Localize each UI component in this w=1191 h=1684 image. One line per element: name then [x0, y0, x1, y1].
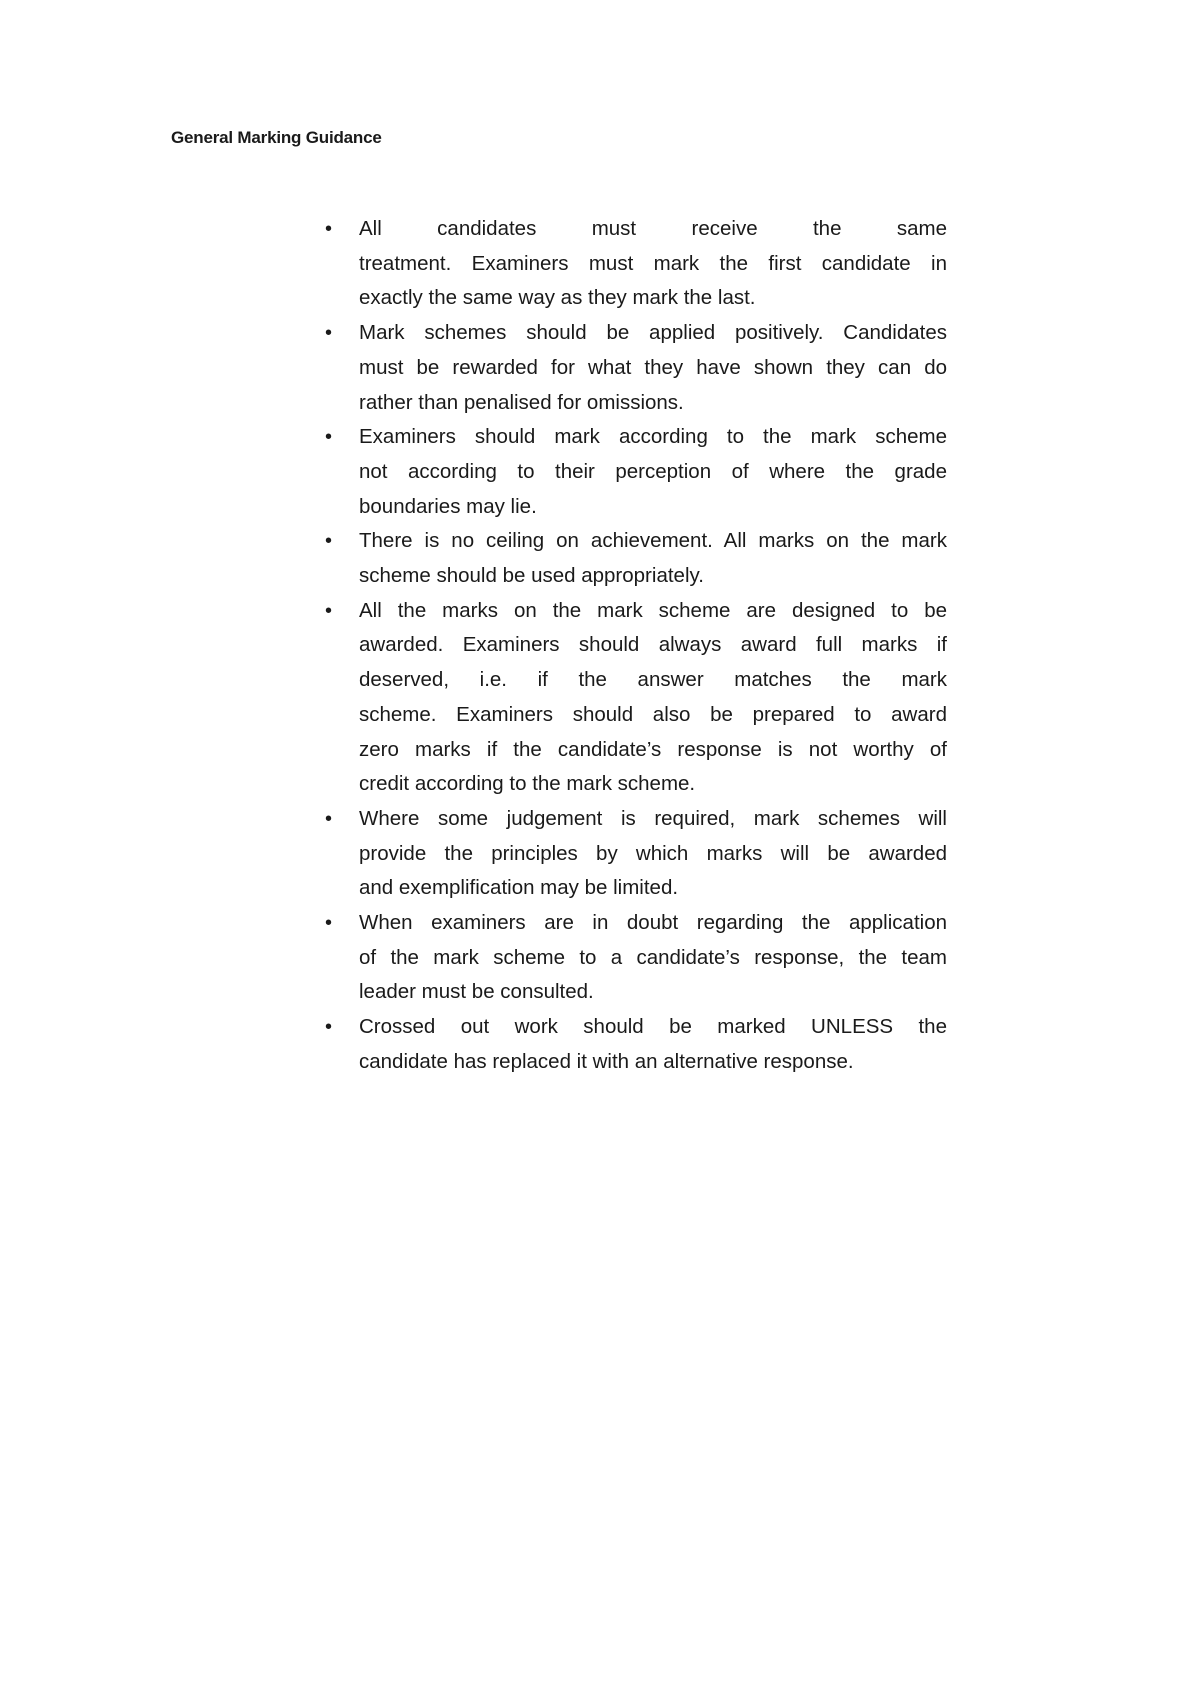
list-item-line: scheme. Examiners should also be prepared to award	[359, 702, 947, 726]
list-item-line: treatment. Examiners must mark the first candidate in	[359, 251, 947, 275]
list-item-line: and exemplification may be limited.	[359, 876, 679, 900]
page-heading: General Marking Guidance	[171, 128, 382, 147]
list-item-line: provide the principles by which marks will be awarded	[359, 841, 947, 865]
list-item-line: When examiners are in doubt regarding the application	[359, 911, 947, 935]
list-item-line: scheme should be used appropriately.	[359, 564, 704, 588]
list-item-line: Where some judgement is required, mark schemes will	[359, 806, 947, 830]
list-item-line: of the mark scheme to a candidate’s response, the team	[359, 945, 947, 969]
list-item-line: not according to their perception of where the grade	[359, 459, 947, 483]
bullet-icon: •	[325, 218, 333, 240]
list-item	[325, 594, 947, 802]
list-item-line: Mark schemes should be applied positively. Candidates	[359, 321, 947, 345]
bullet-icon: •	[325, 530, 333, 553]
bullet-icon: •	[325, 912, 333, 935]
list-item-line: credit according to the mark scheme.	[359, 772, 696, 796]
list-item	[325, 802, 947, 906]
guidance-list	[325, 212, 947, 1080]
list-item	[325, 906, 947, 1010]
list-item	[325, 420, 947, 524]
bullet-icon: •	[325, 807, 333, 830]
list-item-line: exactly the same way as they mark the last.	[359, 286, 756, 310]
list-item-line: There is no ceiling on achievement. All marks on the mark	[359, 529, 947, 553]
list-item-line: deserved, i.e. if the answer matches the mark	[359, 668, 947, 692]
list-item	[325, 524, 947, 593]
list-item-line: Crossed out work should be marked UNLESS the	[359, 1015, 947, 1039]
list-item-line: awarded. Examiners should always award full marks if	[359, 633, 947, 657]
list-item-line: leader must be consulted.	[359, 980, 594, 1004]
list-item-line: must be rewarded for what they have shown they can do	[359, 355, 947, 379]
bullet-icon: •	[325, 599, 333, 622]
list-item-line: All the marks on the mark scheme are designed to be	[359, 598, 947, 622]
list-item-line: zero marks if the candidate’s response is not worthy of	[359, 737, 947, 761]
list-item-line: candidate has replaced it with an alternative response.	[359, 1049, 854, 1073]
list-item-line: rather than penalised for omissions.	[359, 390, 684, 414]
bullet-icon: •	[325, 322, 333, 345]
list-item	[325, 212, 947, 316]
bullet-icon: •	[325, 426, 333, 449]
list-item-line: boundaries may lie.	[359, 494, 537, 518]
list-item	[325, 1010, 947, 1079]
list-item-line: All candidates must receive the same	[359, 217, 947, 240]
list-item-line: Examiners should mark according to the mark scheme	[359, 425, 947, 449]
list-item	[325, 316, 947, 420]
bullet-icon: •	[325, 1016, 333, 1039]
